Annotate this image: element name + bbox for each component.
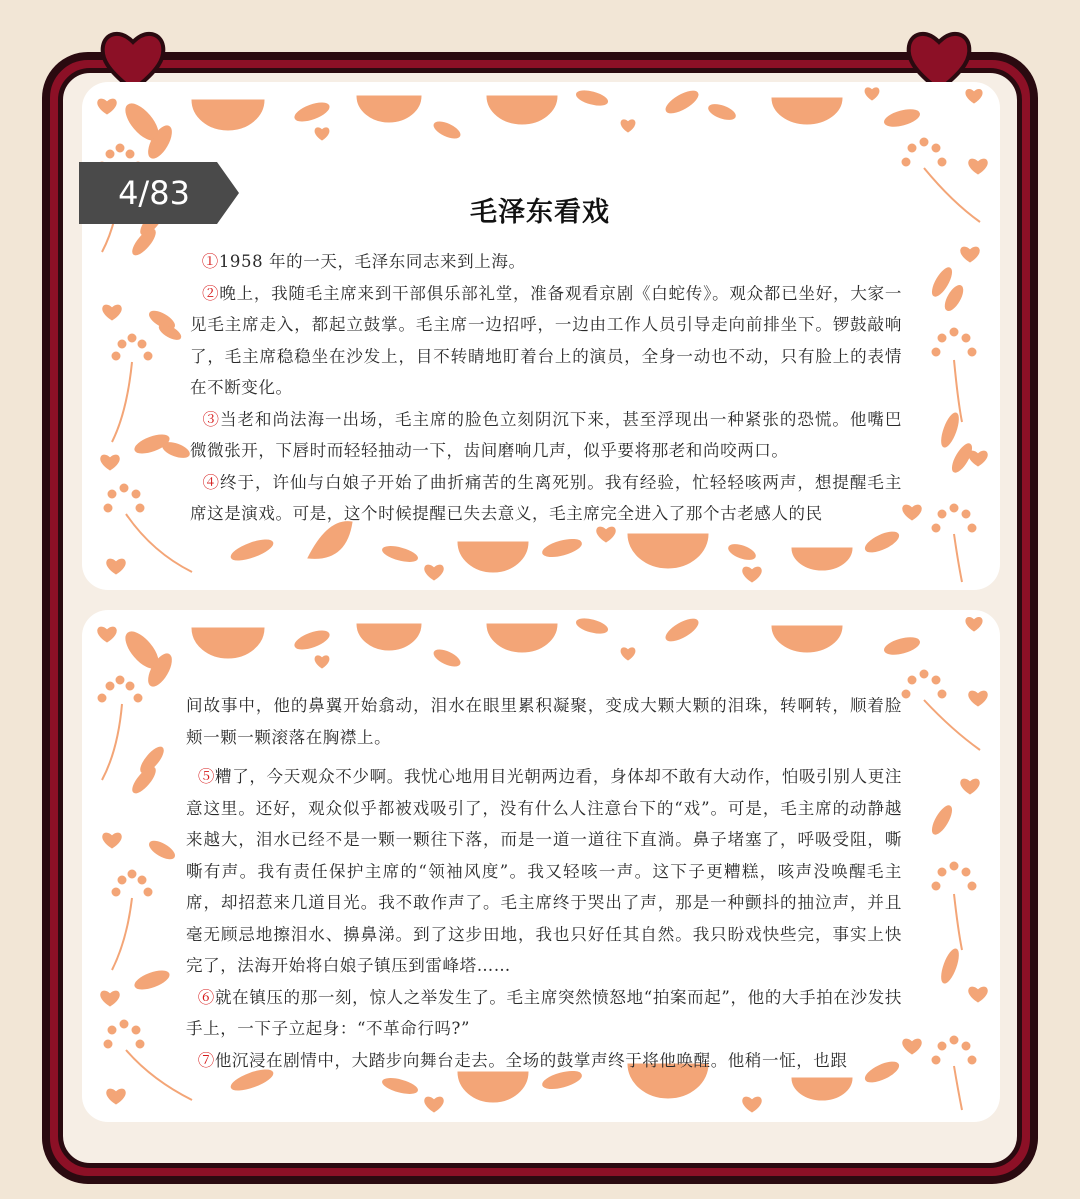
bowl-icon [192, 100, 264, 130]
paragraph [190, 404, 902, 467]
paragraph-number: ④ [202, 472, 220, 492]
paragraph-text: 1958 年的一天，毛泽东同志来到上海。 [218, 252, 526, 271]
page-indicator-label: 4/83 [118, 174, 190, 212]
paragraph-text: 他沉浸在剧情中，大踏步向舞台走去。全场的鼓掌声终于将他唤醒。他稍一怔，也跟 [214, 1050, 848, 1070]
text-section-2 [186, 690, 902, 1076]
page-indicator [79, 162, 239, 224]
paragraph-number: ⑦ [197, 1050, 215, 1070]
paragraph [186, 1045, 902, 1077]
paragraph [190, 467, 902, 530]
paragraph-text: 糟了，今天观众不少啊。我忧心地用目光朝两边看，身体却不敢有大动作，怕吸引别人更注意这里。还好，观众似乎都被戏吸引了，没有什么人注意台下的“戏”。可是，毛主席的动静越来越大，泪水已经不是一颗一颗往下落，而是一道一道往下直淌。鼻子堵塞了，呼吸受阻，嘶嘶有声。我有责任保护主席的“领袖风度”。我又轻咳一声。这下子更糟糕，咳声没唤醒毛主席，却招惹来几道目光。我不敢作声了。毛主席终于哭出了声，那是一种颤抖的抽泣声，并且毫无顾忌地擦泪水、擤鼻涕。到了这步田地，我也只好任其自然。我只盼戏快些完，事实上快完了，法海开始将白娘子镇压到雷峰塔…… [186, 767, 902, 975]
paragraph-number: ③ [202, 409, 220, 429]
paragraph [186, 982, 902, 1045]
paragraph [186, 690, 902, 753]
paragraph [190, 246, 902, 278]
paragraph-text: 晚上，我随毛主席来到干部俱乐部礼堂，准备观看京剧《白蛇传》。观众都已坐好， [219, 283, 851, 303]
paragraph-number: ⑥ [197, 987, 215, 1007]
paragraph-text: 终于，许仙与白娘子开始了曲折痛苦的生离死别。我有经验，忙轻轻咳两声，想提醒毛主席这是演戏。可是，这个时候提醒已失去意义，毛主席完全进入了那个古老感人的民 [190, 472, 902, 523]
paragraph-number: ⑤ [197, 767, 216, 786]
paragraph [186, 761, 902, 982]
paragraph-number: ① [201, 252, 219, 271]
text-section-1 [190, 246, 902, 530]
paragraph-text: 就在镇压的那一刻，惊人之举发生了。毛主席突然愤怒地“拍案而起”，他的大手拍在沙发扶手上，一下子立起身：“不革命行吗?” [186, 987, 902, 1038]
paragraph-text: 当老和尚法海一出场，毛主席的脸色立刻阴沉下来，甚至浮现出一种紧张的恐慌。他嘴巴微微张开，下唇时而轻轻抽动一下，齿间磨响几声，似乎要将那老和尚咬两口。 [190, 409, 902, 460]
paragraph [190, 278, 902, 404]
paragraph-text: 间故事中，他的鼻翼开始翕动，泪水在眼里累积凝聚，变成大颗大颗的泪珠，转啊转，顺着脸颊一颗一颗滚落在胸襟上。 [186, 696, 902, 747]
paragraph-number: ② [202, 283, 220, 303]
page-title: 毛泽东看戏 [470, 197, 610, 228]
paragraph-text: 大家一见毛主席走入，都起立鼓掌。毛主席一边招呼，一边由工作人员引导走向前排坐下。锣鼓敲响了，毛主席稳稳坐在沙发上，目不转睛地盯着台上的演员，全身一动也不动，只有脸上的表情在不断变化。 [190, 283, 902, 397]
